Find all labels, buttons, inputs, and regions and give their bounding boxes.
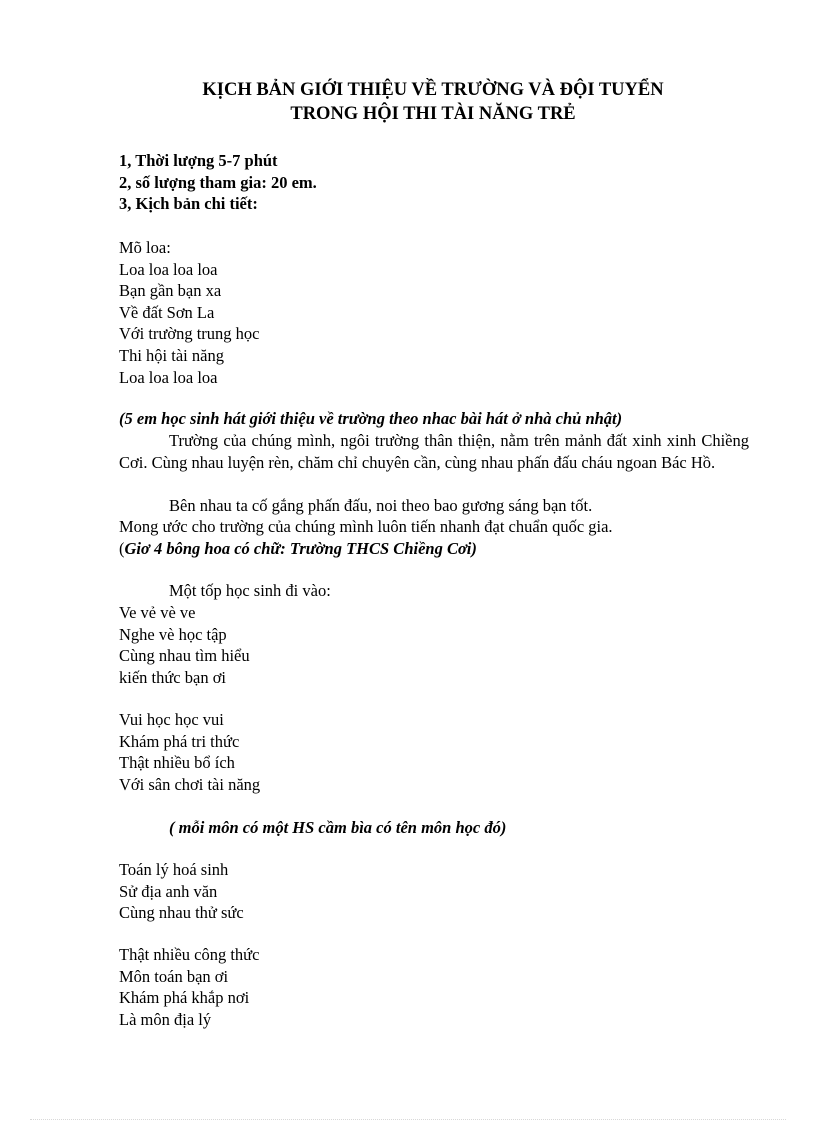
poem-line: Với trường trung học [119, 324, 260, 344]
page-bottom-divider [30, 1119, 786, 1120]
info-participants: 2, số lượng tham gia: 20 em. [119, 172, 317, 192]
poem-line: Thật nhiều công thức [119, 945, 260, 964]
stage-note-3 [169, 817, 799, 839]
poem-line: Cùng nhau tìm hiểu [119, 646, 250, 666]
poem-line: Ve vẻ vè ve [119, 603, 196, 622]
poem-line: Loa loa loa loa [119, 259, 218, 279]
poem-line: Với sân chơi tài năng [119, 774, 261, 794]
stage-note-text: (5 em học sinh hát giới thiệu về trường theo nhac bài hát ở nhà chủ nhật) [119, 409, 623, 428]
poem-line: Loa loa loa loa [119, 367, 218, 387]
paragraph-1: Trường của chúng mình, ngôi trường thân thiện, nằm trên mảnh đất xinh xinh Chiềng Cơi. Cùng nhau luyện rèn, chăm chỉ chuyên cần, cùng nhau phấn đấu cháu ngoan Bác Hồ. [119, 431, 749, 472]
poem-line: Thật nhiều bổ ích [119, 753, 235, 773]
poem-line: Khám phá khắp nơi [119, 988, 250, 1008]
info-duration: 1, Thời lượng 5-7 phút [119, 151, 278, 170]
poem-line: Là môn địa lý [119, 1009, 212, 1029]
poem-line: Nghe vè học tập [119, 624, 227, 644]
poem-line: Cùng nhau thử sức [119, 903, 244, 923]
poem-line: Môn toán bạn ơi [119, 966, 229, 986]
poem-line: Mõ loa: [119, 238, 171, 257]
stage-note-text: Giơ 4 bông hoa có chữ: Trường THCS Chiềng Cơi) [124, 539, 477, 558]
poem-stanza-3 [119, 709, 749, 795]
poem-stanza-1 [119, 237, 749, 388]
stage-note-1 [119, 408, 749, 430]
document-title-line1: KỊCH BẢN GIỚI THIỆU VỀ TRƯỜNG VÀ ĐỘI TUYỂN [202, 80, 664, 100]
poem-stanza-5 [119, 944, 749, 1030]
poem-line: Về đất Sơn La [119, 302, 215, 322]
poem-line: Bạn gần bạn xa [119, 281, 222, 301]
poem-line: Vui học học vui [119, 710, 224, 729]
poem-line: kiến thức bạn ơi [119, 667, 227, 687]
poem-line: Thi hội tài năng [119, 345, 224, 365]
stage-note-text: ( mỗi môn có một HS cầm bìa có tên môn học đó) [169, 818, 507, 837]
paragraph-3: Mong ước cho trường của chúng mình luôn tiến nhanh đạt chuẩn quốc gia. [119, 517, 613, 536]
document-title-line2: TRONG HỘI THI TÀI NĂNG TRẺ [290, 104, 576, 124]
intro-line: Một tốp học sinh đi vào: [169, 581, 331, 600]
stage-note-open-paren: ( [119, 539, 125, 558]
poem-line: Khám phá tri thức [119, 731, 240, 751]
paragraph-2: Bên nhau ta cố gắng phấn đấu, noi theo bao gương sáng bạn tốt. [169, 496, 593, 515]
stage-note-2 [119, 538, 749, 560]
poem-stanza-4 [119, 859, 749, 924]
poem-line: Toán lý hoá sinh [119, 860, 229, 879]
info-list [119, 150, 749, 215]
poem-line: Sử địa anh văn [119, 881, 218, 901]
info-script-heading: 3, Kịch bản chi tiết: [119, 194, 258, 214]
poem-stanza-2 [119, 602, 749, 688]
